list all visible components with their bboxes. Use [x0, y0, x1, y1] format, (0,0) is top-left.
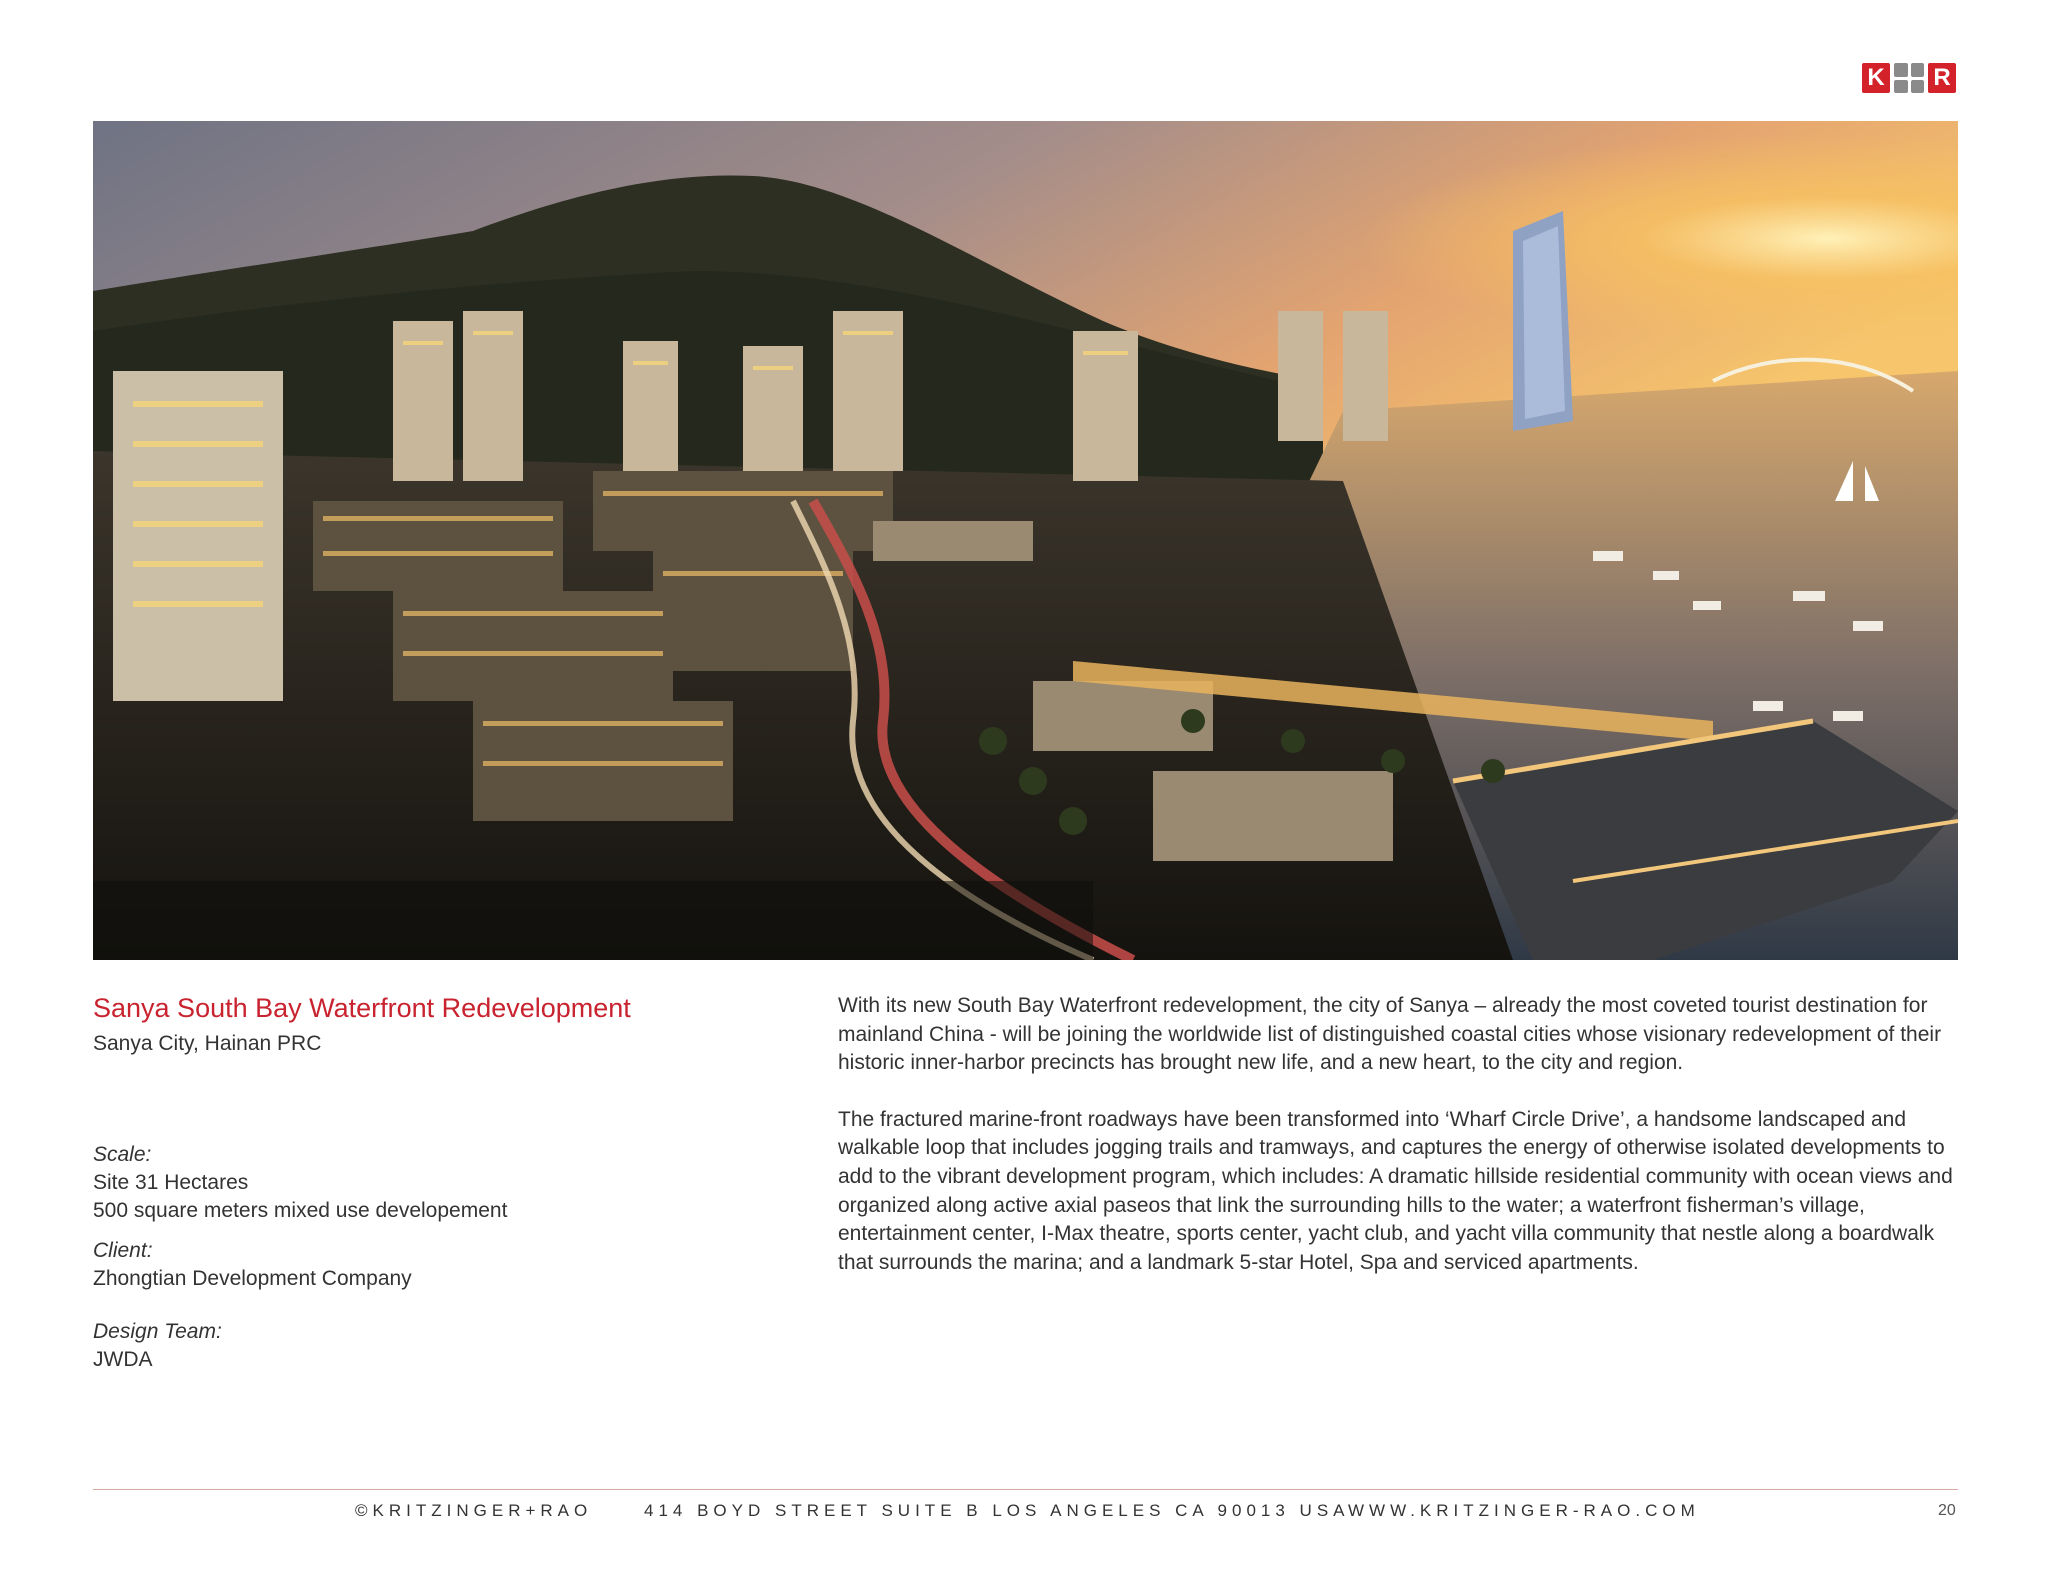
- description-paragraph-2: The fractured marine-front roadways have been transformed into ‘Wharf Circle Drive’, a handsome landscaped and walkable loop that includes jogging trails and tramways, and captures the energy of otherwise isolated developments to add to the vibrant development program, which includes: A dramatic hillside residential community with ocean views and organized along active axial paseos that link the surrounding hills to the water; a waterfront fisherman’s village, entertainment center, I-Max theatre, sports center, yacht club, and yacht villa community that nestle along a boardwalk that surrounds the marina; and a landmark 5-star Hotel, Spa and serviced apartments.: [838, 1107, 1953, 1274]
- logo-letter-r: R: [1928, 63, 1956, 93]
- design-team-name: JWDA: [93, 1348, 153, 1371]
- footer-copyright: ©KRITZINGER+RAO: [355, 1501, 593, 1520]
- footer-website[interactable]: WWW.KRITZINGER-RAO.COM: [1348, 1501, 1700, 1520]
- description-paragraph-1: With its new South Bay Waterfront redevelopment, the city of Sanya – already the most coveted tourist destination for mainland China - will be joining the worldwide list of distinguished coastal cities whose visionary redevelopment of their historic inner-harbor precincts has brought new life, and a new heart, to the city and region.: [838, 994, 1942, 1075]
- page-number: 20: [1938, 1502, 1956, 1519]
- waterfront-city-rendering-icon: [93, 121, 1958, 960]
- scale-section: [93, 1141, 507, 1225]
- client-label: Client:: [93, 1239, 153, 1262]
- footer-divider: [93, 1489, 1958, 1490]
- scale-label: Scale:: [93, 1143, 152, 1166]
- design-team-section: [93, 1318, 222, 1374]
- scale-line-1: Site 31 Hectares: [93, 1171, 249, 1194]
- client-section: [93, 1237, 412, 1293]
- logo-dots-icon: [1894, 63, 1924, 93]
- kr-logo: [1862, 63, 1958, 93]
- project-location: Sanya City, Hainan PRC: [93, 1032, 322, 1055]
- project-title: Sanya South Bay Waterfront Redevelopment: [93, 993, 631, 1023]
- logo-letter-k: K: [1862, 63, 1890, 93]
- footer-address: 414 BOYD STREET SUITE B LOS ANGELES CA 90013 USA: [644, 1501, 1350, 1520]
- client-name: Zhongtian Development Company: [93, 1267, 412, 1290]
- scale-line-2: 500 square meters mixed use developement: [93, 1199, 508, 1222]
- design-team-label: Design Team:: [93, 1320, 222, 1343]
- project-description: [838, 992, 1960, 1305]
- hero-image: [93, 121, 1958, 960]
